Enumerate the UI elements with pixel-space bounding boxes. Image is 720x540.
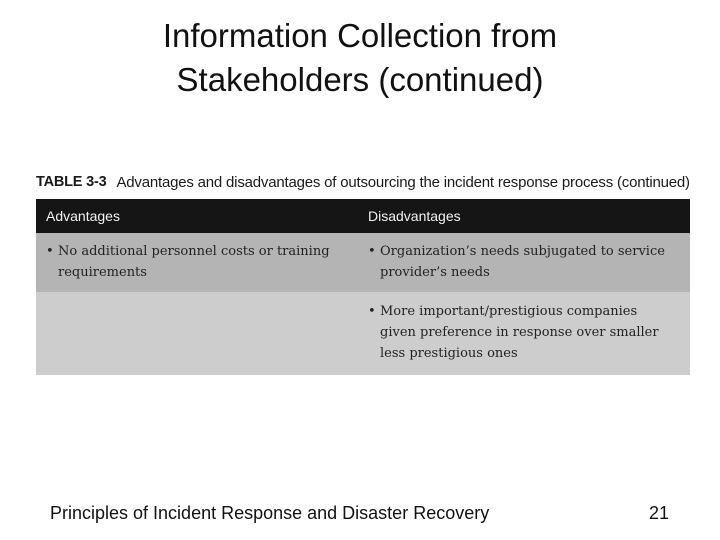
advantage-cell <box>36 233 356 292</box>
bullet-dot: • <box>46 244 54 259</box>
header-advantages: Advantages <box>46 208 120 224</box>
page-number: 21 <box>649 503 670 523</box>
disadvantage-text: Organization’s needs subjugated to service provider’s needs <box>380 244 665 280</box>
bullet-dot: • <box>368 304 376 319</box>
table-figure <box>36 165 690 375</box>
table-number: TABLE 3-3 <box>36 174 107 190</box>
disadvantage-bullet <box>368 301 676 364</box>
advantage-text: No additional personnel costs or training requirements <box>58 244 330 280</box>
header-disadvantages: Disadvantages <box>368 208 461 224</box>
disadvantage-cell <box>356 233 690 292</box>
disadvantage-text: More important/prestigious companies given preference in response over smaller less prestigious ones <box>380 304 659 361</box>
slide-title <box>0 14 720 102</box>
slide-title-line-2: Stakeholders (continued) <box>176 61 544 98</box>
disadvantage-bullet <box>368 241 676 283</box>
slide-title-line-1: Information Collection from <box>162 17 558 54</box>
table-caption-text: Advantages and disadvantages of outsourcing the incident response process (continued) <box>116 173 690 191</box>
table-row <box>36 233 690 292</box>
footer-text: Principles of Incident Response and Disaster Recovery <box>50 503 490 523</box>
advantage-cell-empty <box>36 292 356 375</box>
bullet-dot: • <box>368 244 376 259</box>
table-header-row <box>36 199 690 233</box>
table-caption <box>36 165 690 199</box>
disadvantage-cell <box>356 292 690 375</box>
advantage-bullet <box>46 241 344 283</box>
table-row <box>36 292 690 375</box>
